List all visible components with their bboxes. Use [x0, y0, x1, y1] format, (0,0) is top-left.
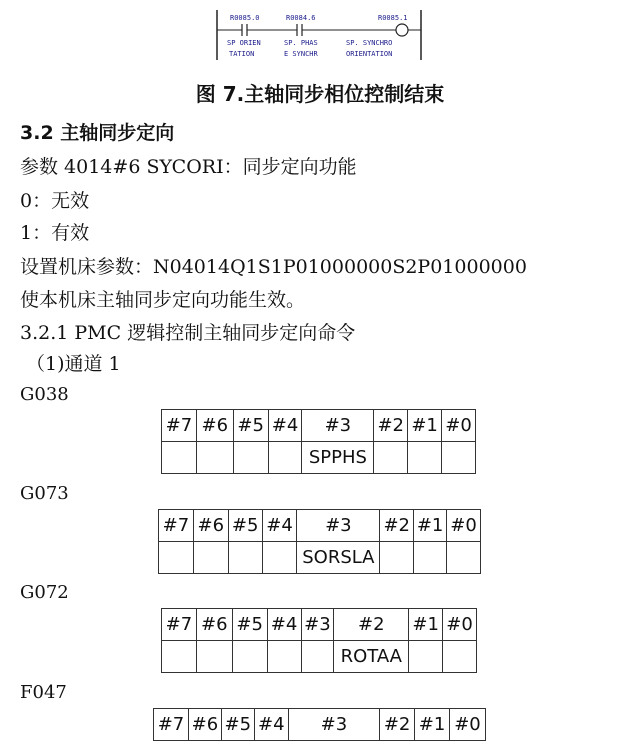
signal-row [162, 442, 476, 474]
option-invalid: 0：无效 [20, 190, 90, 212]
bit-header: #0 [450, 709, 486, 741]
signal-cell [408, 442, 442, 474]
bit-header: #5 [228, 510, 262, 542]
contact1-name-line1: SP ORIEN [227, 39, 261, 47]
signal-cell [232, 641, 267, 673]
bit-header: #0 [442, 410, 476, 442]
signal-cell [267, 641, 301, 673]
param-line: 参数 4014#6 SYCORI：同步定向功能 [20, 156, 357, 178]
bit-header-row [162, 609, 477, 641]
bit-header: #1 [415, 709, 450, 741]
signal-cell [301, 641, 334, 673]
bit-header: #3 [301, 609, 334, 641]
signal-cell [262, 542, 297, 574]
bit-header: #6 [188, 709, 221, 741]
signal-cell [414, 542, 447, 574]
bit-header: #0 [443, 609, 477, 641]
signal-cell: SORSLA [297, 542, 380, 574]
bit-header: #7 [159, 510, 194, 542]
coil-name-line1: SP. SYNCHRO [346, 39, 393, 47]
bit-header: #1 [414, 510, 447, 542]
bit-header: #2 [374, 410, 408, 442]
register-label-g073: G073 [20, 483, 69, 504]
signal-cell [162, 442, 197, 474]
signal-cell [196, 641, 232, 673]
figure-caption: 图 7.主轴同步相位控制结束 [195, 82, 445, 106]
register-label-g072: G072 [20, 582, 69, 603]
signal-cell [447, 542, 481, 574]
signal-cell [442, 442, 476, 474]
bit-header: #3 [302, 410, 374, 442]
bit-header: #1 [408, 410, 442, 442]
coil-address: R0085.1 [378, 14, 408, 22]
bit-header: #5 [233, 410, 268, 442]
register-table-g073 [158, 509, 481, 574]
signal-cell [380, 542, 414, 574]
signal-cell [409, 641, 443, 673]
contact1-name-line2: TATION [229, 50, 255, 58]
contact1-address: R0085.0 [230, 14, 260, 22]
contact2-address: R0084.6 [286, 14, 316, 22]
bit-header-row [162, 410, 476, 442]
bit-header: #5 [232, 609, 267, 641]
bit-header: #4 [262, 510, 297, 542]
machine-param-line: 设置机床参数：N04014Q1S1P01000000S2P01000000 [20, 256, 527, 278]
option-valid: 1：有效 [20, 222, 90, 244]
bit-header: #0 [447, 510, 481, 542]
bit-header: #3 [288, 709, 379, 741]
register-table-g038 [161, 409, 476, 474]
bit-header: #6 [196, 410, 233, 442]
subsection-heading: 3.2.1 PMC 逻辑控制主轴同步定向命令 [20, 322, 356, 344]
effect-line: 使本机床主轴同步定向功能生效。 [20, 289, 306, 311]
signal-cell [233, 442, 268, 474]
bit-header: #4 [268, 410, 302, 442]
ladder-diagram [214, 8, 424, 62]
signal-row [162, 641, 477, 673]
signal-cell [228, 542, 262, 574]
register-label-f047: F047 [20, 682, 67, 703]
bit-header: #3 [297, 510, 380, 542]
register-table-f047 [153, 708, 486, 741]
contact2-name-line2: E SYNCHR [284, 50, 318, 58]
bit-header: #2 [380, 510, 414, 542]
bit-header: #4 [267, 609, 301, 641]
bit-header: #6 [196, 609, 232, 641]
bit-header-row [154, 709, 486, 741]
channel-label: （1)通道 1 [26, 353, 121, 375]
signal-cell: ROTAA [334, 641, 409, 673]
signal-cell [196, 442, 233, 474]
register-label-g038: G038 [20, 384, 69, 405]
bit-header: #2 [334, 609, 409, 641]
bit-header: #7 [162, 609, 197, 641]
signal-cell [443, 641, 477, 673]
register-table-g072 [161, 608, 477, 673]
bit-header: #1 [409, 609, 443, 641]
bit-header-row [159, 510, 481, 542]
signal-cell [268, 442, 302, 474]
bit-header: #5 [221, 709, 254, 741]
section-heading: 3.2 主轴同步定向 [20, 122, 175, 144]
signal-cell [159, 542, 194, 574]
bit-header: #7 [162, 410, 197, 442]
bit-header: #4 [254, 709, 288, 741]
signal-cell [374, 442, 408, 474]
signal-row [159, 542, 481, 574]
bit-header: #7 [154, 709, 189, 741]
bit-header: #6 [193, 510, 228, 542]
contact2-name-line1: SP. PHAS [284, 39, 318, 47]
signal-cell [162, 641, 197, 673]
bit-header: #2 [380, 709, 415, 741]
coil-name-line2: ORIENTATION [346, 50, 393, 58]
signal-cell [193, 542, 228, 574]
signal-cell: SPPHS [302, 442, 374, 474]
